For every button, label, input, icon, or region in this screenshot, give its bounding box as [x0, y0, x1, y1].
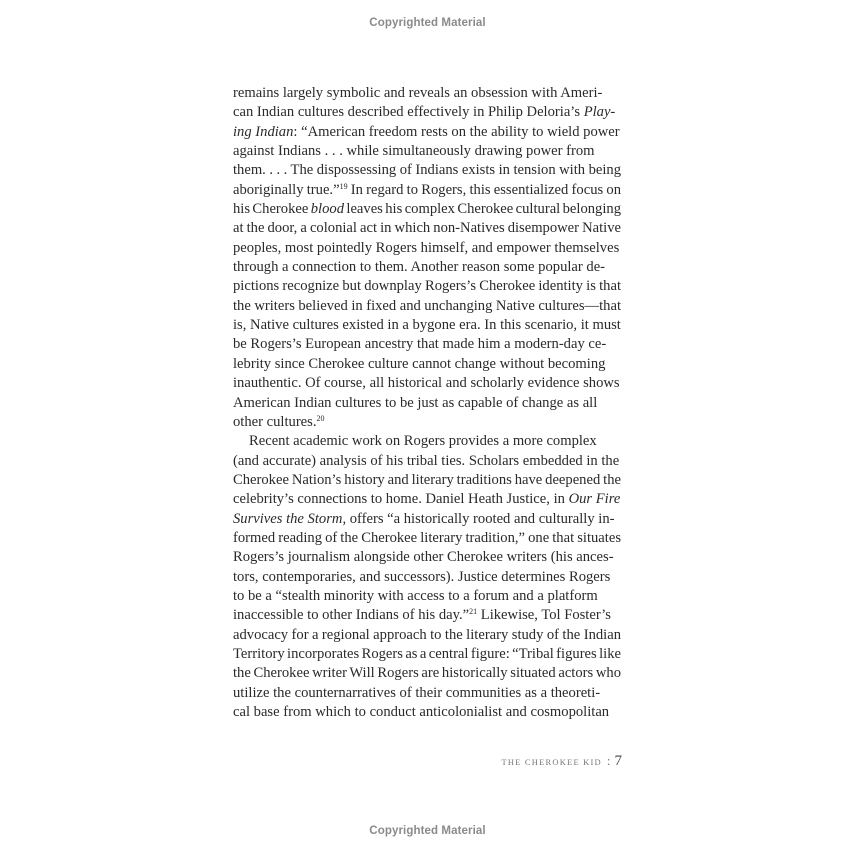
text-run: Recent academic work on Rogers provides a more complex	[249, 433, 597, 450]
italic-text: ing Indian	[233, 123, 294, 140]
text-run: the Cherokee writer Will Rogers are historically situated actors who	[233, 665, 621, 682]
text-line	[233, 606, 621, 625]
paragraph-first-line	[233, 432, 621, 451]
footnote-reference[interactable]: 20	[316, 413, 325, 423]
text-line	[233, 452, 621, 471]
text-line	[233, 123, 621, 142]
text-run: cal base from which to conduct anticolonialist and cosmopolitan	[233, 704, 610, 720]
text-line	[233, 490, 621, 509]
text-line	[233, 684, 621, 703]
text-run: , offers “a historically rooted and culturally in-	[342, 510, 615, 527]
text-run: utilize the counternarratives of their communities as a theoreti-	[233, 684, 601, 701]
text-run: Cherokee Nation’s history and literary traditions have deepened the	[233, 471, 621, 488]
text-run: other cultures.	[233, 413, 317, 430]
text-line	[233, 258, 621, 277]
text-line	[233, 548, 621, 567]
running-title: THE CHEROKEE KID	[501, 757, 602, 767]
text-line	[233, 103, 621, 122]
text-line	[233, 645, 621, 664]
text-run: to be a “stealth minority with access to a forum and a platform	[233, 587, 598, 604]
text-line	[233, 142, 621, 161]
text-run: Rogers’s journalism alongside other Cherokee writers (his ances-	[233, 549, 614, 566]
text-run: remains largely symbolic and reveals an obsession with Ameri-	[233, 85, 603, 101]
text-line	[233, 471, 621, 490]
text-run: pictions recognize but downplay Rogers’s Cherokee identity is that	[233, 278, 621, 295]
running-footer	[501, 752, 622, 770]
text-line	[233, 277, 621, 296]
text-run: peoples, most pointedly Rogers himself, and empower themselves	[233, 239, 620, 256]
text-line	[233, 181, 621, 200]
text-run: leaves his complex Cherokee cultural belonging	[344, 201, 621, 218]
text-run: against Indians . . . while simultaneously drawing power from	[233, 143, 595, 160]
text-run: lebrity since Cherokee culture cannot change without becoming	[233, 355, 606, 372]
text-line	[233, 394, 621, 413]
text-line	[233, 297, 621, 316]
text-line	[233, 626, 621, 645]
text-line	[233, 374, 621, 393]
text-run: : “American freedom rests on the ability to wield power	[293, 123, 620, 140]
text-run: can Indian cultures described effectively in Philip Deloria’s	[233, 104, 584, 121]
italic-text: Play-	[583, 104, 616, 121]
text-run: formed reading of the Cherokee literary tradition,” one that situates	[233, 529, 621, 546]
italic-text: Our Fire	[568, 491, 621, 508]
text-line	[233, 703, 621, 722]
page-number: 7	[614, 753, 622, 769]
text-line	[233, 316, 621, 335]
text-line	[233, 413, 621, 432]
text-run: In regard to Rogers, this essentialized focus on	[347, 181, 621, 198]
text-run: through a connection to them. Another reason some popular de-	[233, 259, 606, 276]
text-line	[233, 510, 621, 529]
text-run: inauthentic. Of course, all historical and scholarly evidence shows	[233, 375, 620, 392]
text-run: inaccessible to other Indians of his day.”	[233, 607, 470, 624]
text-line	[233, 84, 621, 103]
footer-separator: :	[606, 753, 611, 768]
text-run: advocacy for a regional approach to the literary study of the Indian	[233, 626, 621, 643]
text-run: celebrity’s connections to home. Daniel Heath Justice, in	[233, 491, 569, 508]
body-text	[233, 84, 621, 722]
text-line	[233, 355, 621, 374]
text-line	[233, 239, 621, 258]
copyright-watermark-bottom: Copyrighted Material	[369, 825, 486, 837]
text-run: at the door, a colonial act in which non-Natives disempower Native	[233, 220, 621, 237]
text-run: Likewise, Tol Foster’s	[477, 607, 611, 624]
text-run: Territory incorporates Rogers as a central figure: “Tribal figures like	[233, 645, 621, 662]
copyright-watermark-top: Copyrighted Material	[369, 17, 486, 29]
text-run: (and accurate) analysis of his tribal ties. Scholars embedded in the	[233, 452, 620, 469]
text-run: be Rogers’s European ancestry that made him a modern-day ce-	[233, 336, 607, 353]
text-line	[233, 529, 621, 548]
text-run: American Indian cultures to be just as capable of change as all	[233, 394, 598, 411]
text-line	[233, 568, 621, 587]
text-line	[233, 161, 621, 180]
text-run: aboriginally true.”	[233, 181, 340, 198]
text-line	[233, 335, 621, 354]
text-run: his Cherokee	[233, 201, 311, 218]
text-line	[233, 219, 621, 238]
footnote-reference[interactable]: 19	[339, 181, 348, 191]
italic-text: blood	[310, 201, 344, 218]
text-run: tors, contemporaries, and successors). Justice determines Rogers	[233, 568, 611, 585]
footnote-reference[interactable]: 21	[469, 607, 478, 617]
text-line	[233, 664, 621, 683]
text-run: them. . . . The dispossessing of Indians exists in tension with being	[233, 162, 621, 179]
text-line	[233, 587, 621, 606]
text-line	[233, 200, 621, 219]
text-run: is, Native cultures existed in a bygone era. In this scenario, it must	[233, 317, 621, 334]
text-run: the writers believed in fixed and unchanging Native cultures—that	[233, 297, 621, 314]
italic-text: Survives the Storm	[233, 510, 343, 527]
